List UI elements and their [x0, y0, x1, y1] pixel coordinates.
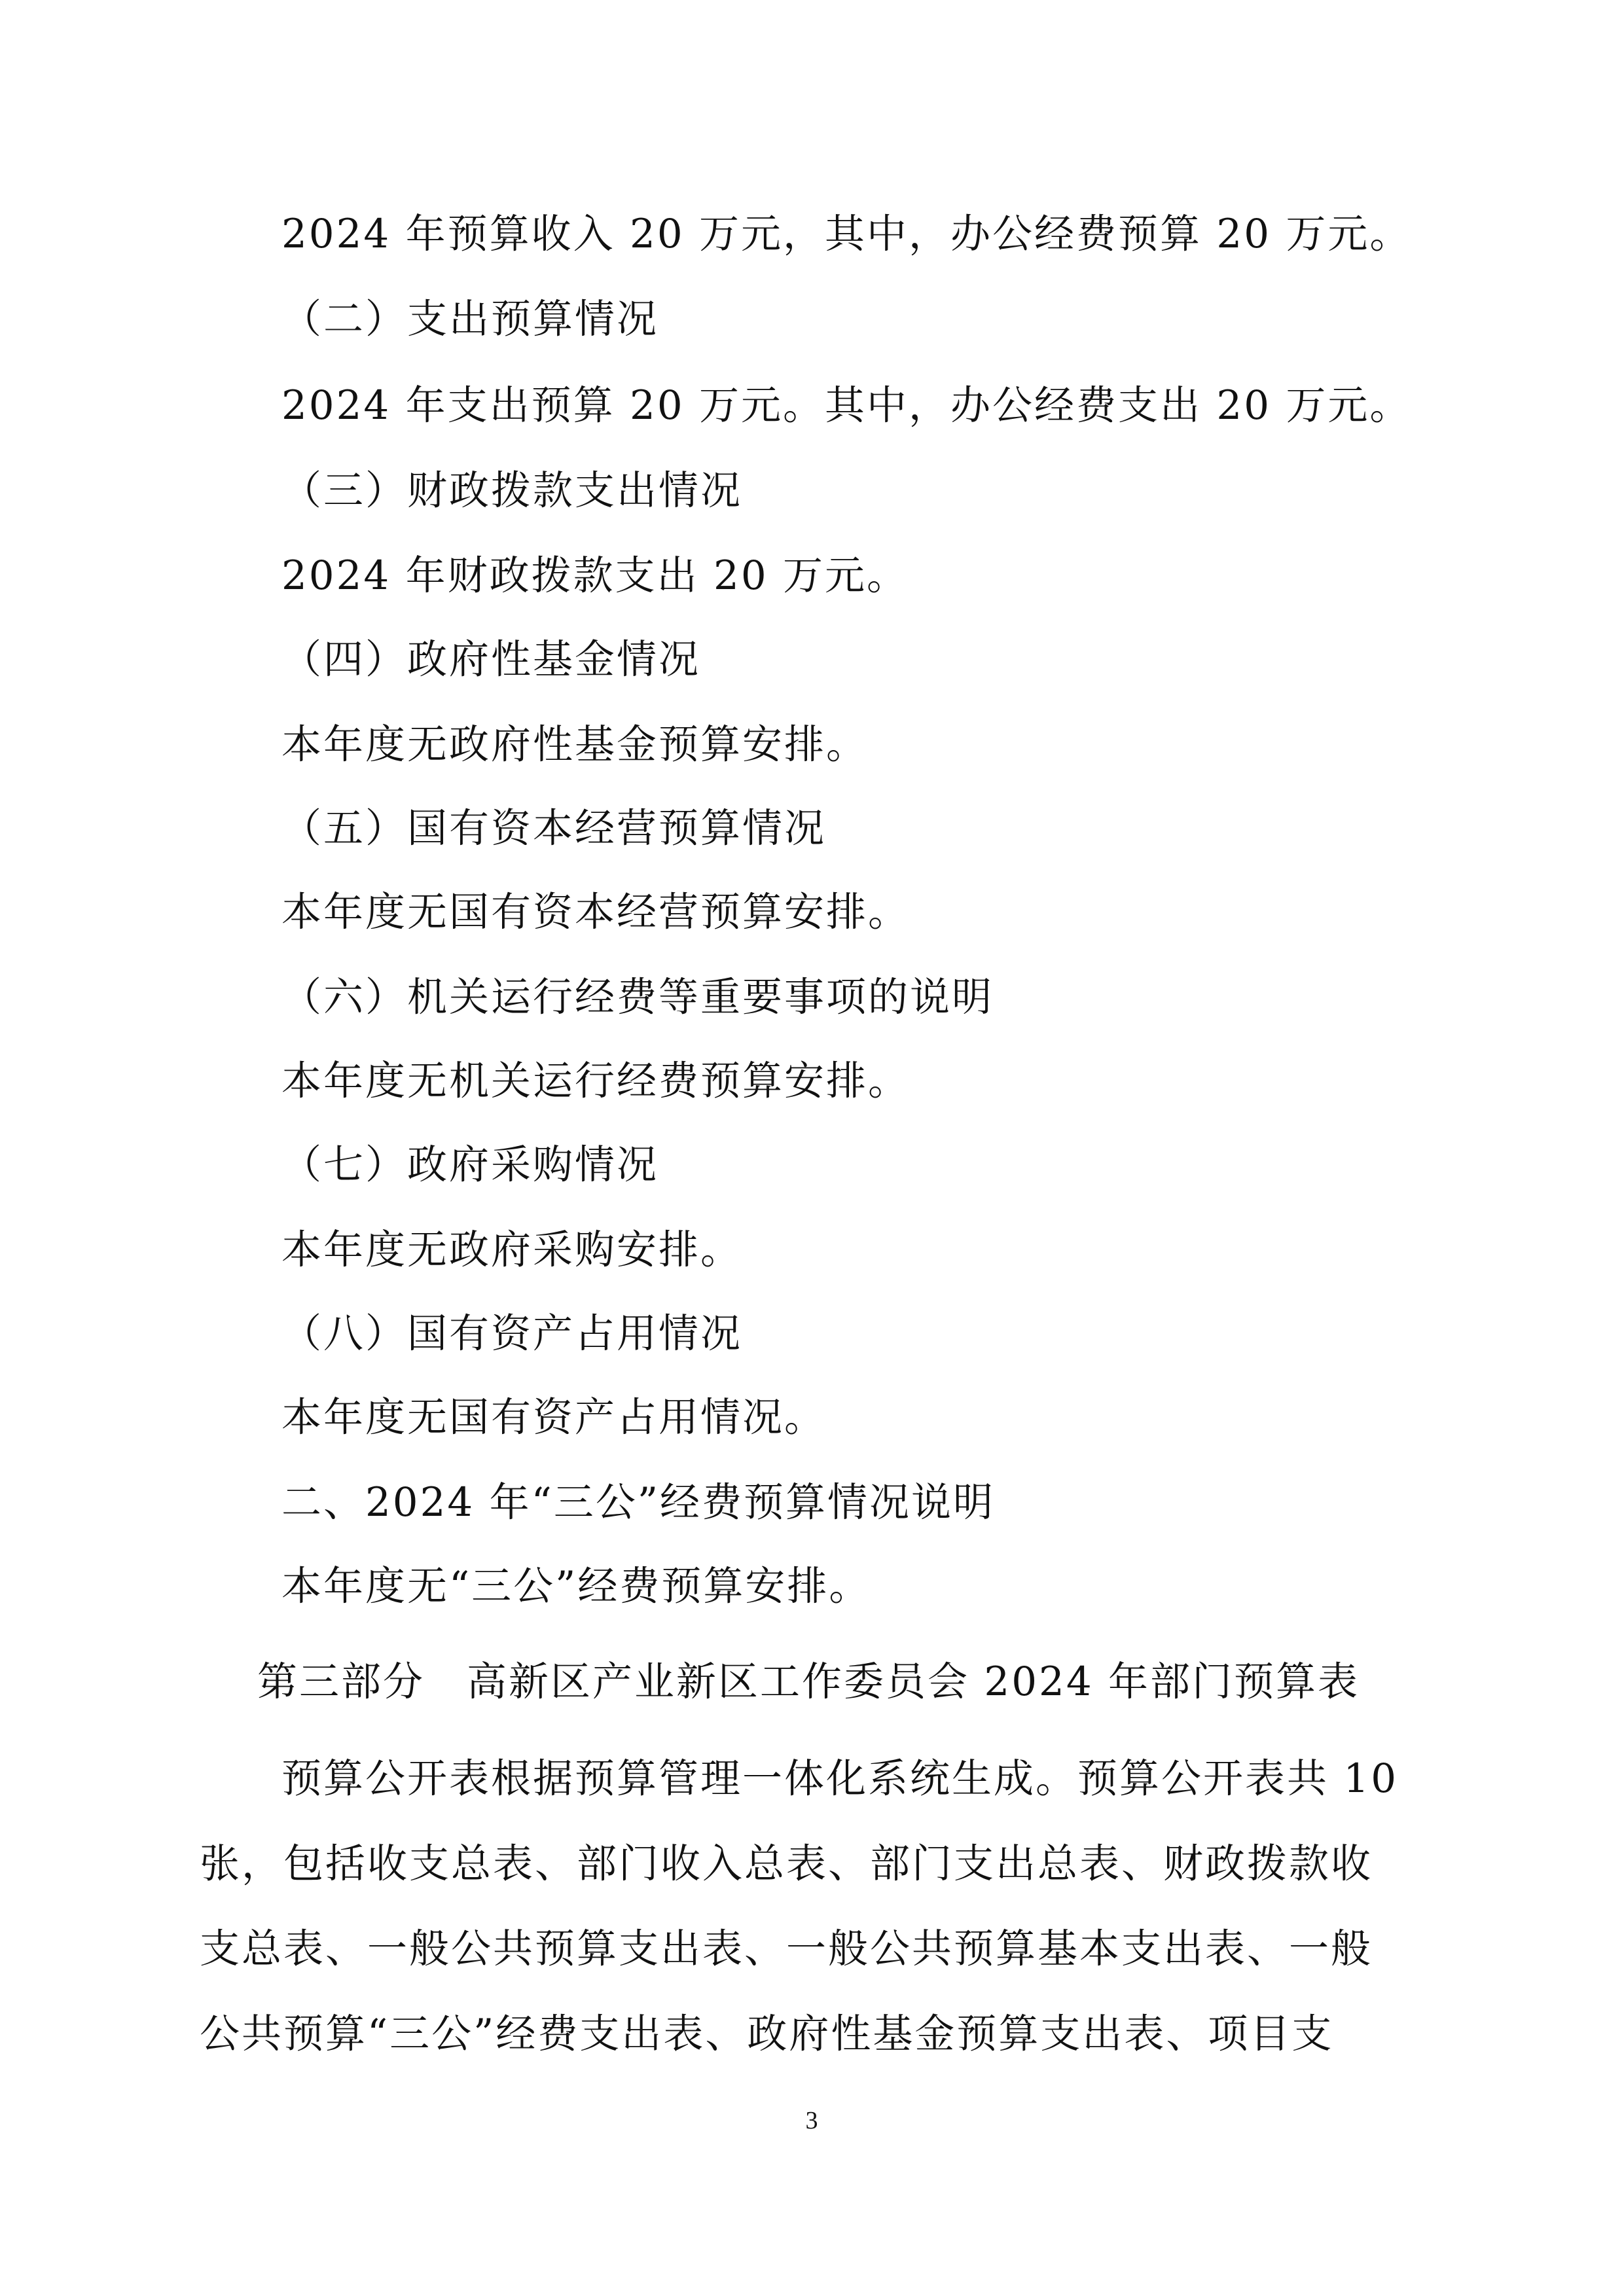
text-line-budget-income: 2024 年预算收入 20 万元，其中，办公经费预算 20 万元。	[281, 211, 1412, 257]
heading-fiscal-appropriation: （三）财政拨款支出情况	[281, 467, 743, 514]
heading-government-procurement: （七）政府采购情况	[281, 1141, 659, 1188]
part-three-heading: 第三部分 高新区产业新区工作委员会 2024 年部门预算表	[257, 1659, 1360, 1705]
text-line-expenditure: 2024 年支出预算 20 万元。其中，办公经费支出 20 万元。	[281, 382, 1412, 429]
heading-operating-expenses: （六）机关运行经费等重要事项的说明	[281, 974, 994, 1020]
paragraph-line	[200, 1923, 1434, 1975]
paragraph-line	[200, 1838, 1434, 1890]
heading-government-fund: （四）政府性基金情况	[281, 636, 701, 683]
heading-state-assets: （八）国有资产占用情况	[281, 1310, 743, 1357]
page-number: 3	[805, 2107, 818, 2134]
text-line-government-procurement: 本年度无政府采购安排。	[281, 1227, 743, 1273]
text-line-fiscal-appropriation: 2024 年财政拨款支出 20 万元。	[281, 552, 909, 599]
text-line-government-fund: 本年度无政府性基金预算安排。	[281, 721, 869, 768]
heading-three-public-expenses: 二、2024 年“三公”经费预算情况说明	[281, 1479, 996, 1526]
heading-state-capital: （五）国有资本经营预算情况	[281, 805, 827, 852]
text-line-three-public-expenses: 本年度无“三公”经费预算安排。	[281, 1563, 871, 1609]
paragraph-line-text: 公共预算“三公”经费支出表、政府性基金预算支出表、项目支	[200, 2011, 1334, 2057]
paragraph-line	[281, 1753, 1434, 1805]
text-line-state-assets: 本年度无国有资产占用情况。	[281, 1394, 827, 1441]
paragraph-line-text: 支总表、一般公共预算支出表、一般公共预算基本支出表、一般	[200, 1926, 1373, 1972]
paragraph-line-text: 预算公开表根据预算管理一体化系统生成。预算公开表共 10	[281, 1755, 1399, 1802]
paragraph-line	[200, 2008, 1434, 2060]
text-line-state-capital: 本年度无国有资本经营预算安排。	[281, 889, 911, 935]
heading-expenditure-budget: （二）支出预算情况	[281, 296, 659, 342]
text-line-operating-expenses: 本年度无机关运行经费预算安排。	[281, 1058, 911, 1104]
paragraph-line-text: 张，包括收支总表、部门收入总表、部门支出总表、财政拨款收	[200, 1840, 1373, 1887]
